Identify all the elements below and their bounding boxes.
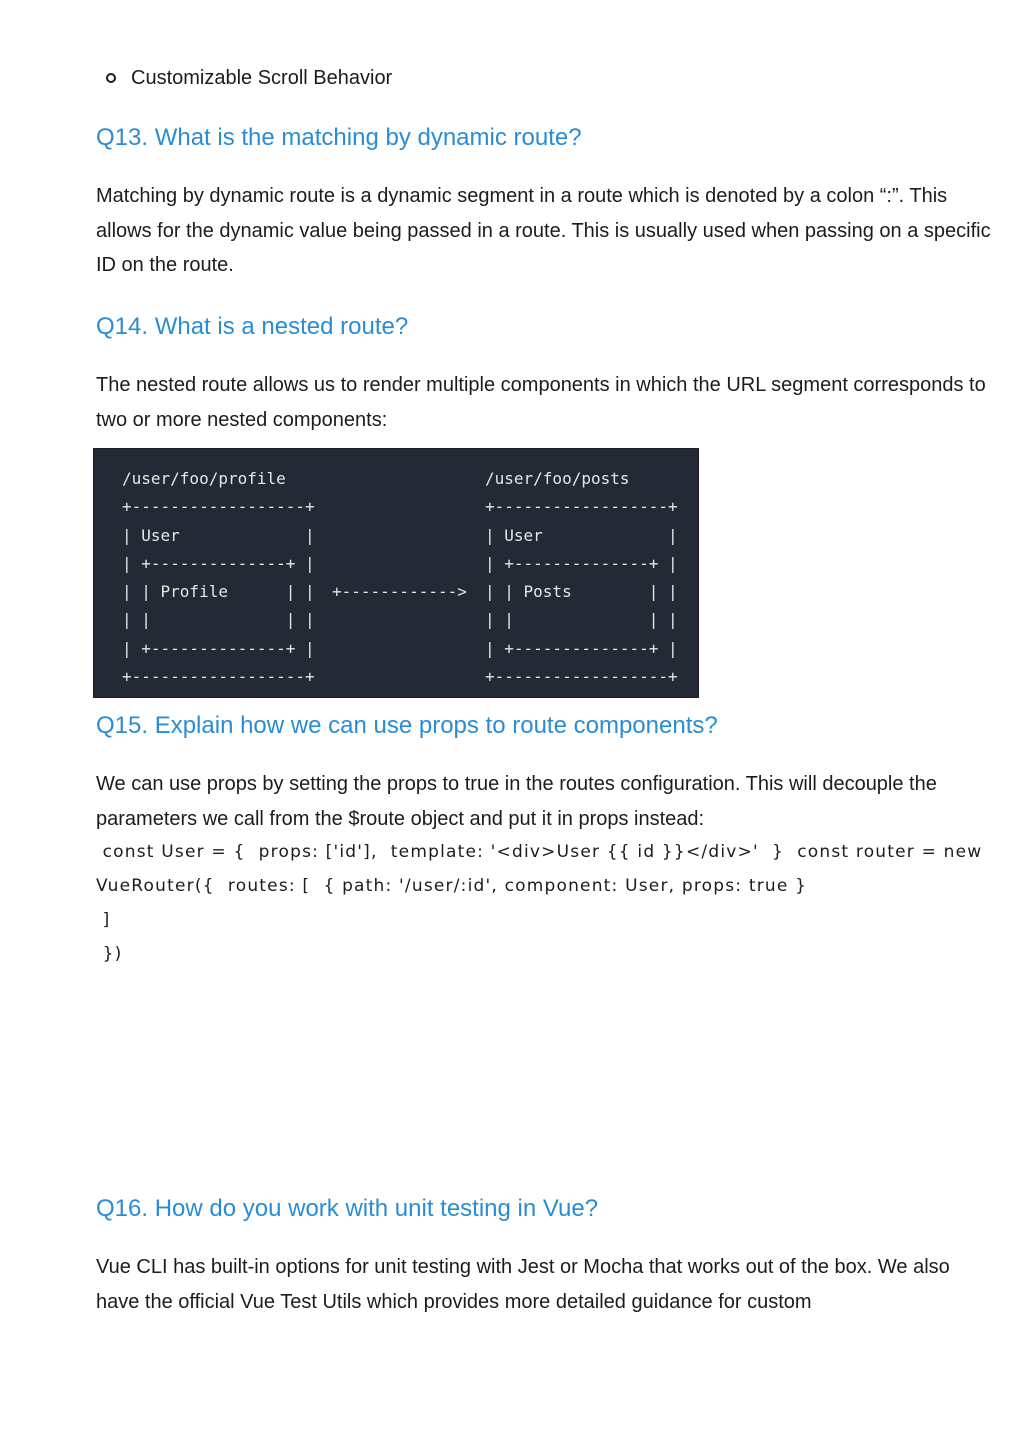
hollow-circle-bullet-icon bbox=[106, 73, 116, 83]
q16-body: Vue CLI has built-in options for unit testing with Jest or Mocha that works out of the box. We also have the official Vue Test Utils which provides more detailed guidance for custom bbox=[96, 1256, 950, 1313]
q13-heading: Q13. What is the matching by dynamic route? bbox=[96, 124, 582, 151]
nested-route-diagram bbox=[93, 448, 699, 698]
q15-body: We can use props by setting the props to true in the routes configuration. This will decouple the parameters we call from the $route object and put it in props instead: bbox=[96, 773, 937, 830]
diagram-left-profile: /user/foo/profile +------------------+ | User | | +--------------+ | | | Profile | | | | | | | +--------------+ | +------------------+ bbox=[122, 469, 315, 687]
q14-heading: Q14. What is a nested route? bbox=[96, 313, 409, 340]
diagram-right-posts: /user/foo/posts +------------------+ | User | | +--------------+ | | | Posts | | | | | | | +--------------+ | +------------------+ bbox=[485, 469, 678, 687]
q14-body: The nested route allows us to render multiple components in which the URL segment corresponds to two or more nested components: bbox=[96, 374, 986, 431]
q16-heading: Q16. How do you work with unit testing in Vue? bbox=[96, 1195, 599, 1222]
q13-body: Matching by dynamic route is a dynamic segment in a route which is denoted by a colon “:”. This allows for the dynamic value being passed in a route. This is usually used when passing on a specific ID on the route. bbox=[96, 185, 991, 276]
q15-heading: Q15. Explain how we can use props to route components? bbox=[96, 712, 718, 739]
bullet-text: Customizable Scroll Behavior bbox=[131, 67, 393, 89]
q15-code-snippet: const User = { props: ['id'], template: '<div>User {{ id }}</div>' } const router = new VueRouter({ routes: [ { path: '/user/:id', component: User, props: true } ] }) bbox=[96, 842, 983, 964]
diagram-arrow: +------------> bbox=[332, 582, 467, 601]
bullet-list-item bbox=[106, 64, 392, 92]
